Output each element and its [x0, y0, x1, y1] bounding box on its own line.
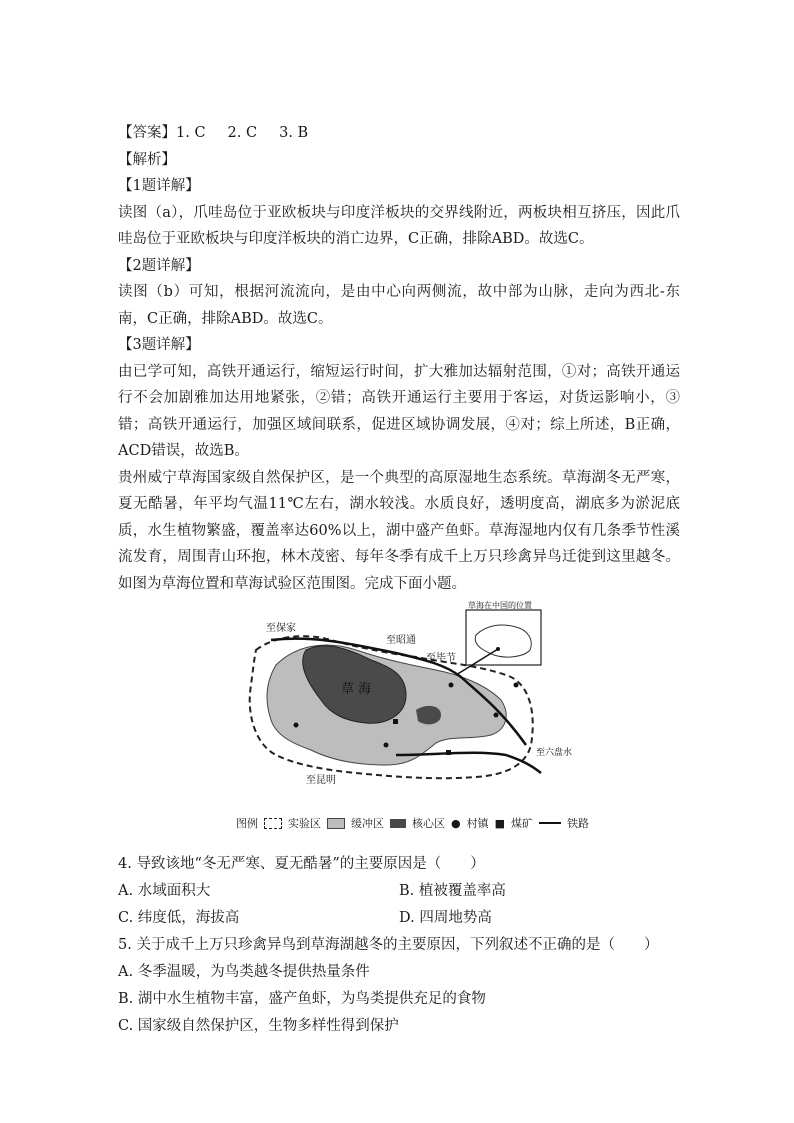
q4-option-d: D. 四周地势高 — [399, 910, 492, 926]
town-dot — [494, 713, 499, 718]
railway — [396, 753, 541, 773]
inset-title: 草海在中国的位置 — [468, 601, 532, 610]
town-dot — [294, 723, 299, 728]
map-label-kunming: 至昆明 — [306, 775, 336, 786]
analysis-label: 【解析】 — [118, 151, 176, 168]
q1-explanation: 读图（a），爪哇岛位于亚欧板块与印度洋板块的交界线附近，两板块相互挤压，因此爪哇岛位于亚欧板块与印度洋板块的消亡边界，C正确，排除ABD。故选C。 — [118, 204, 680, 247]
legend-test-swatch — [264, 818, 282, 829]
legend-coal: 煤矿 — [511, 817, 534, 830]
answer-item: 1. C — [176, 125, 206, 141]
q3-heading: 【3题详解】 — [118, 337, 200, 353]
q4-option-a: A. 水域面积大 — [118, 883, 211, 899]
q4-stem: 4. 导致该地“冬无严寒、夏无酷暑”的主要原因是（ ） — [118, 856, 485, 872]
passage: 贵州威宁草海国家级自然保护区，是一个典型的高原湿地生态系统。草海湖冬无严寒，夏无酷暑，年平均气温11℃左右，湖水较浅。水质良好，透明度高，湖底多为淤泥底质，水生植物繁盛，覆盖率达60%以上，湖中盛产鱼虾。草海湿地内仅有几条季节性溪流发育，周围青山环抱，林木茂密、每年冬季有成千上万只珍禽异鸟迁徙到这里越冬。如图为草海位置和草海试验区范围图。完成下面小题。 — [118, 469, 680, 592]
coal-mine — [393, 719, 398, 724]
answer-item: 3. B — [279, 125, 309, 141]
q4-option-c: C. 纬度低，海拔高 — [118, 910, 240, 926]
answer-label: 【答案】 — [118, 125, 176, 141]
caohai-map — [236, 601, 573, 810]
legend-town: 村镇 — [466, 817, 489, 830]
q3-explanation: 由已学可知，高铁开通运行，缩短运行时间，扩大雅加达辐射范围，①对；高铁开通运行不会加剧雅加达用地紧张，②错；高铁开通运行主要用于客运，对货运影响小，③错；高铁开通运行，加强区域间联系，促进区域协调发展，④对；综上所述，B正确，ACD错误，故选B。 — [118, 363, 680, 459]
legend-town-icon: ● — [451, 816, 461, 830]
map-label-zhaotong: 至昭通 — [386, 635, 416, 646]
map-label-caohai: 草 海 — [341, 682, 372, 697]
map-legend — [236, 815, 676, 831]
town-dot — [514, 683, 519, 688]
q2-explanation: 读图（b）可知，根据河流流向，是由中心向两侧流，故中部为山脉，走向为西北-东南，C正确，排除ABD。故选C。 — [118, 284, 680, 327]
q2-heading: 【2题详解】 — [118, 257, 200, 274]
legend-core: 核心区 — [412, 817, 445, 830]
q4-options-row-1 — [118, 878, 680, 905]
legend-buffer: 缓冲区 — [351, 817, 384, 830]
q5-option-a: A. 冬季温暖，为鸟类越冬提供热量条件 — [118, 964, 370, 980]
coal-mine — [446, 750, 451, 755]
q1-heading: 【1题详解】 — [118, 178, 200, 194]
map-label-bijie: 至毕节 — [426, 653, 456, 664]
q5-option-b: B. 湖中水生植物丰富，盛产鱼虾，为鸟类提供充足的食物 — [118, 991, 486, 1007]
town-dot — [449, 683, 454, 688]
caohai-map-figure — [118, 601, 680, 845]
core-zone-small — [416, 706, 441, 725]
legend-test: 实验区 — [288, 817, 321, 830]
answer-item: 2. C — [227, 125, 258, 141]
legend-core-swatch — [390, 819, 406, 828]
q5-option-c: C. 国家级自然保护区，生物多样性得到保护 — [118, 1018, 399, 1034]
legend-rail-swatch — [539, 822, 561, 824]
map-label-liupanshui: 至六盘水 — [536, 748, 573, 758]
document-page — [118, 120, 680, 1040]
q4-options-row-2 — [118, 905, 680, 932]
q5-stem: 5. 关于成千上万只珍禽异鸟到草海湖越冬的主要原因，下列叙述不正确的是（ ） — [118, 937, 659, 953]
town-dot — [384, 743, 389, 748]
q4-option-b: B. 植被覆盖率高 — [399, 883, 506, 899]
legend-title: 图例 — [236, 817, 258, 830]
legend-buffer-swatch — [327, 818, 345, 829]
map-label-baojia: 至保家 — [266, 623, 296, 634]
answer-line — [118, 120, 680, 147]
legend-rail: 铁路 — [567, 817, 590, 830]
legend-coal-icon: ■ — [494, 816, 506, 830]
